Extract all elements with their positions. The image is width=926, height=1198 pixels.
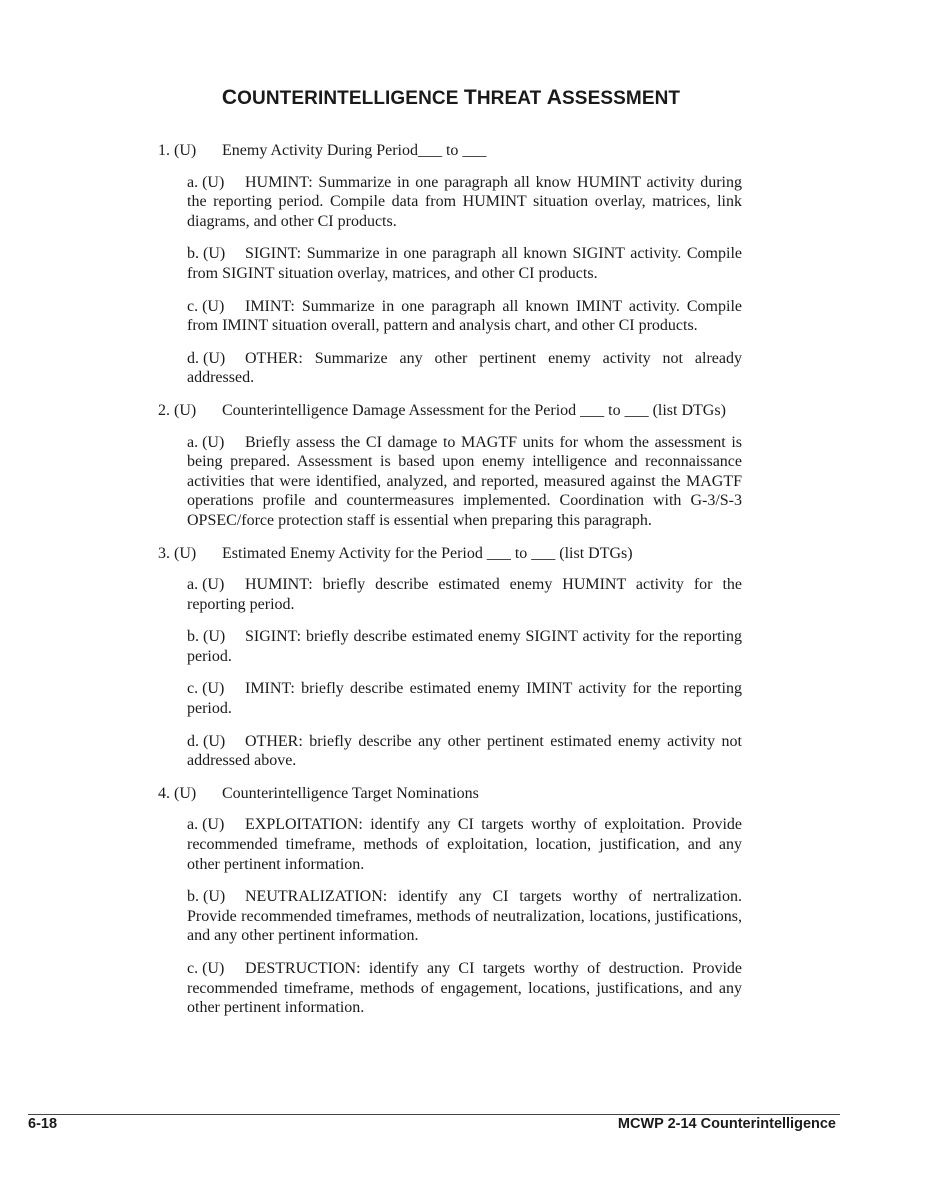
subparagraph-text: IMINT: Summarize in one paragraph all known IMINT activity. Compile from IMINT situation overall, pattern and analysis chart, and other CI products.	[187, 297, 742, 335]
subparagraph-text: SIGINT: Summarize in one paragraph all known SIGINT activity. Compile from SIGINT situation overlay, matrices, and other CI products.	[187, 245, 742, 282]
subparagraph-text: Briefly assess the CI damage to MAGTF units for whom the assessment is being prepared. Assessment is based upon enemy intelligence and reconnaissance activities that were identified, analyzed, and reported, measured against the MAGTF operations profile and countermeasures implemented. Coordination with G-3/S-3 OPSEC/force protection staff is essential when preparing this paragraph.	[187, 433, 742, 529]
subparagraph	[187, 959, 742, 1018]
subparagraph	[187, 732, 742, 771]
subparagraph-label: c. (U)	[187, 960, 225, 977]
section-heading	[158, 141, 742, 161]
subparagraph-label: a. (U)	[187, 576, 225, 594]
section-number: 3. (U)	[158, 544, 197, 562]
subparagraph-text: OTHER: briefly describe any other pertinent estimated enemy activity not addressed above.	[187, 732, 742, 770]
section-number: 1. (U)	[158, 142, 197, 159]
subparagraph-label: a. (U)	[187, 433, 225, 451]
section-heading	[158, 784, 742, 804]
title-word: THREAT	[463, 86, 542, 109]
footer-divider	[28, 1114, 840, 1115]
page-title	[0, 86, 902, 110]
subparagraph-text: NEUTRALIZATION: identify any CI targets worthy of nertralization. Provide recommended timeframes, methods of neutralization, locations, justifications, and any other pertinent information.	[187, 888, 742, 945]
title-word: ASSESSMENT	[546, 86, 681, 109]
subparagraph-text: HUMINT: Summarize in one paragraph all know HUMINT activity during the reporting period. Compile data from HUMINT situation overlay, matrices, link diagrams, and other CI products.	[187, 173, 742, 230]
subparagraph	[187, 627, 742, 666]
title-word: COUNTERINTELLIGENCE	[221, 86, 459, 109]
subparagraph	[187, 173, 742, 232]
subparagraph-label: a. (U)	[187, 816, 225, 834]
subparagraph-text: DESTRUCTION: identify any CI targets worthy of destruction. Provide recommended timeframe, methods of engagement, locations, justifications, and any other pertinent information.	[187, 960, 742, 1017]
subparagraph	[187, 887, 742, 946]
subparagraph	[187, 679, 742, 718]
subparagraph-label: c. (U)	[187, 297, 225, 315]
subparagraph	[187, 575, 742, 614]
subparagraph-text: EXPLOITATION: identify any CI targets worthy of exploitation. Provide recommended timeframe, methods of exploitation, location, justification, and any other pertinent information.	[187, 816, 742, 873]
section-title: Counterintelligence Damage Assessment for the Period ___ to ___ (list DTGs)	[222, 401, 726, 419]
subparagraph-label: a. (U)	[187, 173, 225, 191]
section-title: Estimated Enemy Activity for the Period ___ to ___ (list DTGs)	[222, 544, 633, 562]
subparagraph-text: IMINT: briefly describe estimated enemy IMINT activity for the reporting period.	[187, 680, 742, 718]
subparagraph	[187, 297, 742, 336]
subparagraph-label: c. (U)	[187, 680, 225, 698]
subparagraph-label: b. (U)	[187, 888, 226, 906]
subparagraph	[187, 433, 742, 531]
subparagraph-label: b. (U)	[187, 245, 226, 263]
publication-title: MCWP 2-14 Counterintelligence	[617, 1116, 836, 1132]
section-heading	[158, 401, 742, 421]
subparagraph-label: d. (U)	[187, 732, 226, 750]
section-heading	[158, 544, 742, 564]
subparagraph-text: HUMINT: briefly describe estimated enemy HUMINT activity for the reporting period.	[187, 576, 742, 613]
subparagraph-label: b. (U)	[187, 628, 226, 646]
subparagraph	[187, 349, 742, 388]
section-title: Enemy Activity During Period___ to ___	[222, 142, 487, 159]
section-number: 2. (U)	[158, 401, 197, 419]
subparagraph	[187, 244, 742, 283]
subparagraph	[187, 815, 742, 874]
section-title: Counterintelligence Target Nominations	[222, 784, 479, 802]
subparagraph-text: SIGINT: briefly describe estimated enemy SIGINT activity for the reporting period.	[187, 628, 742, 665]
section-number: 4. (U)	[158, 784, 197, 802]
document-body	[158, 141, 742, 1031]
subparagraph-text: OTHER: Summarize any other pertinent enemy activity not already addressed.	[187, 349, 742, 387]
subparagraph-label: d. (U)	[187, 349, 226, 367]
page-number: 6-18	[28, 1116, 58, 1132]
